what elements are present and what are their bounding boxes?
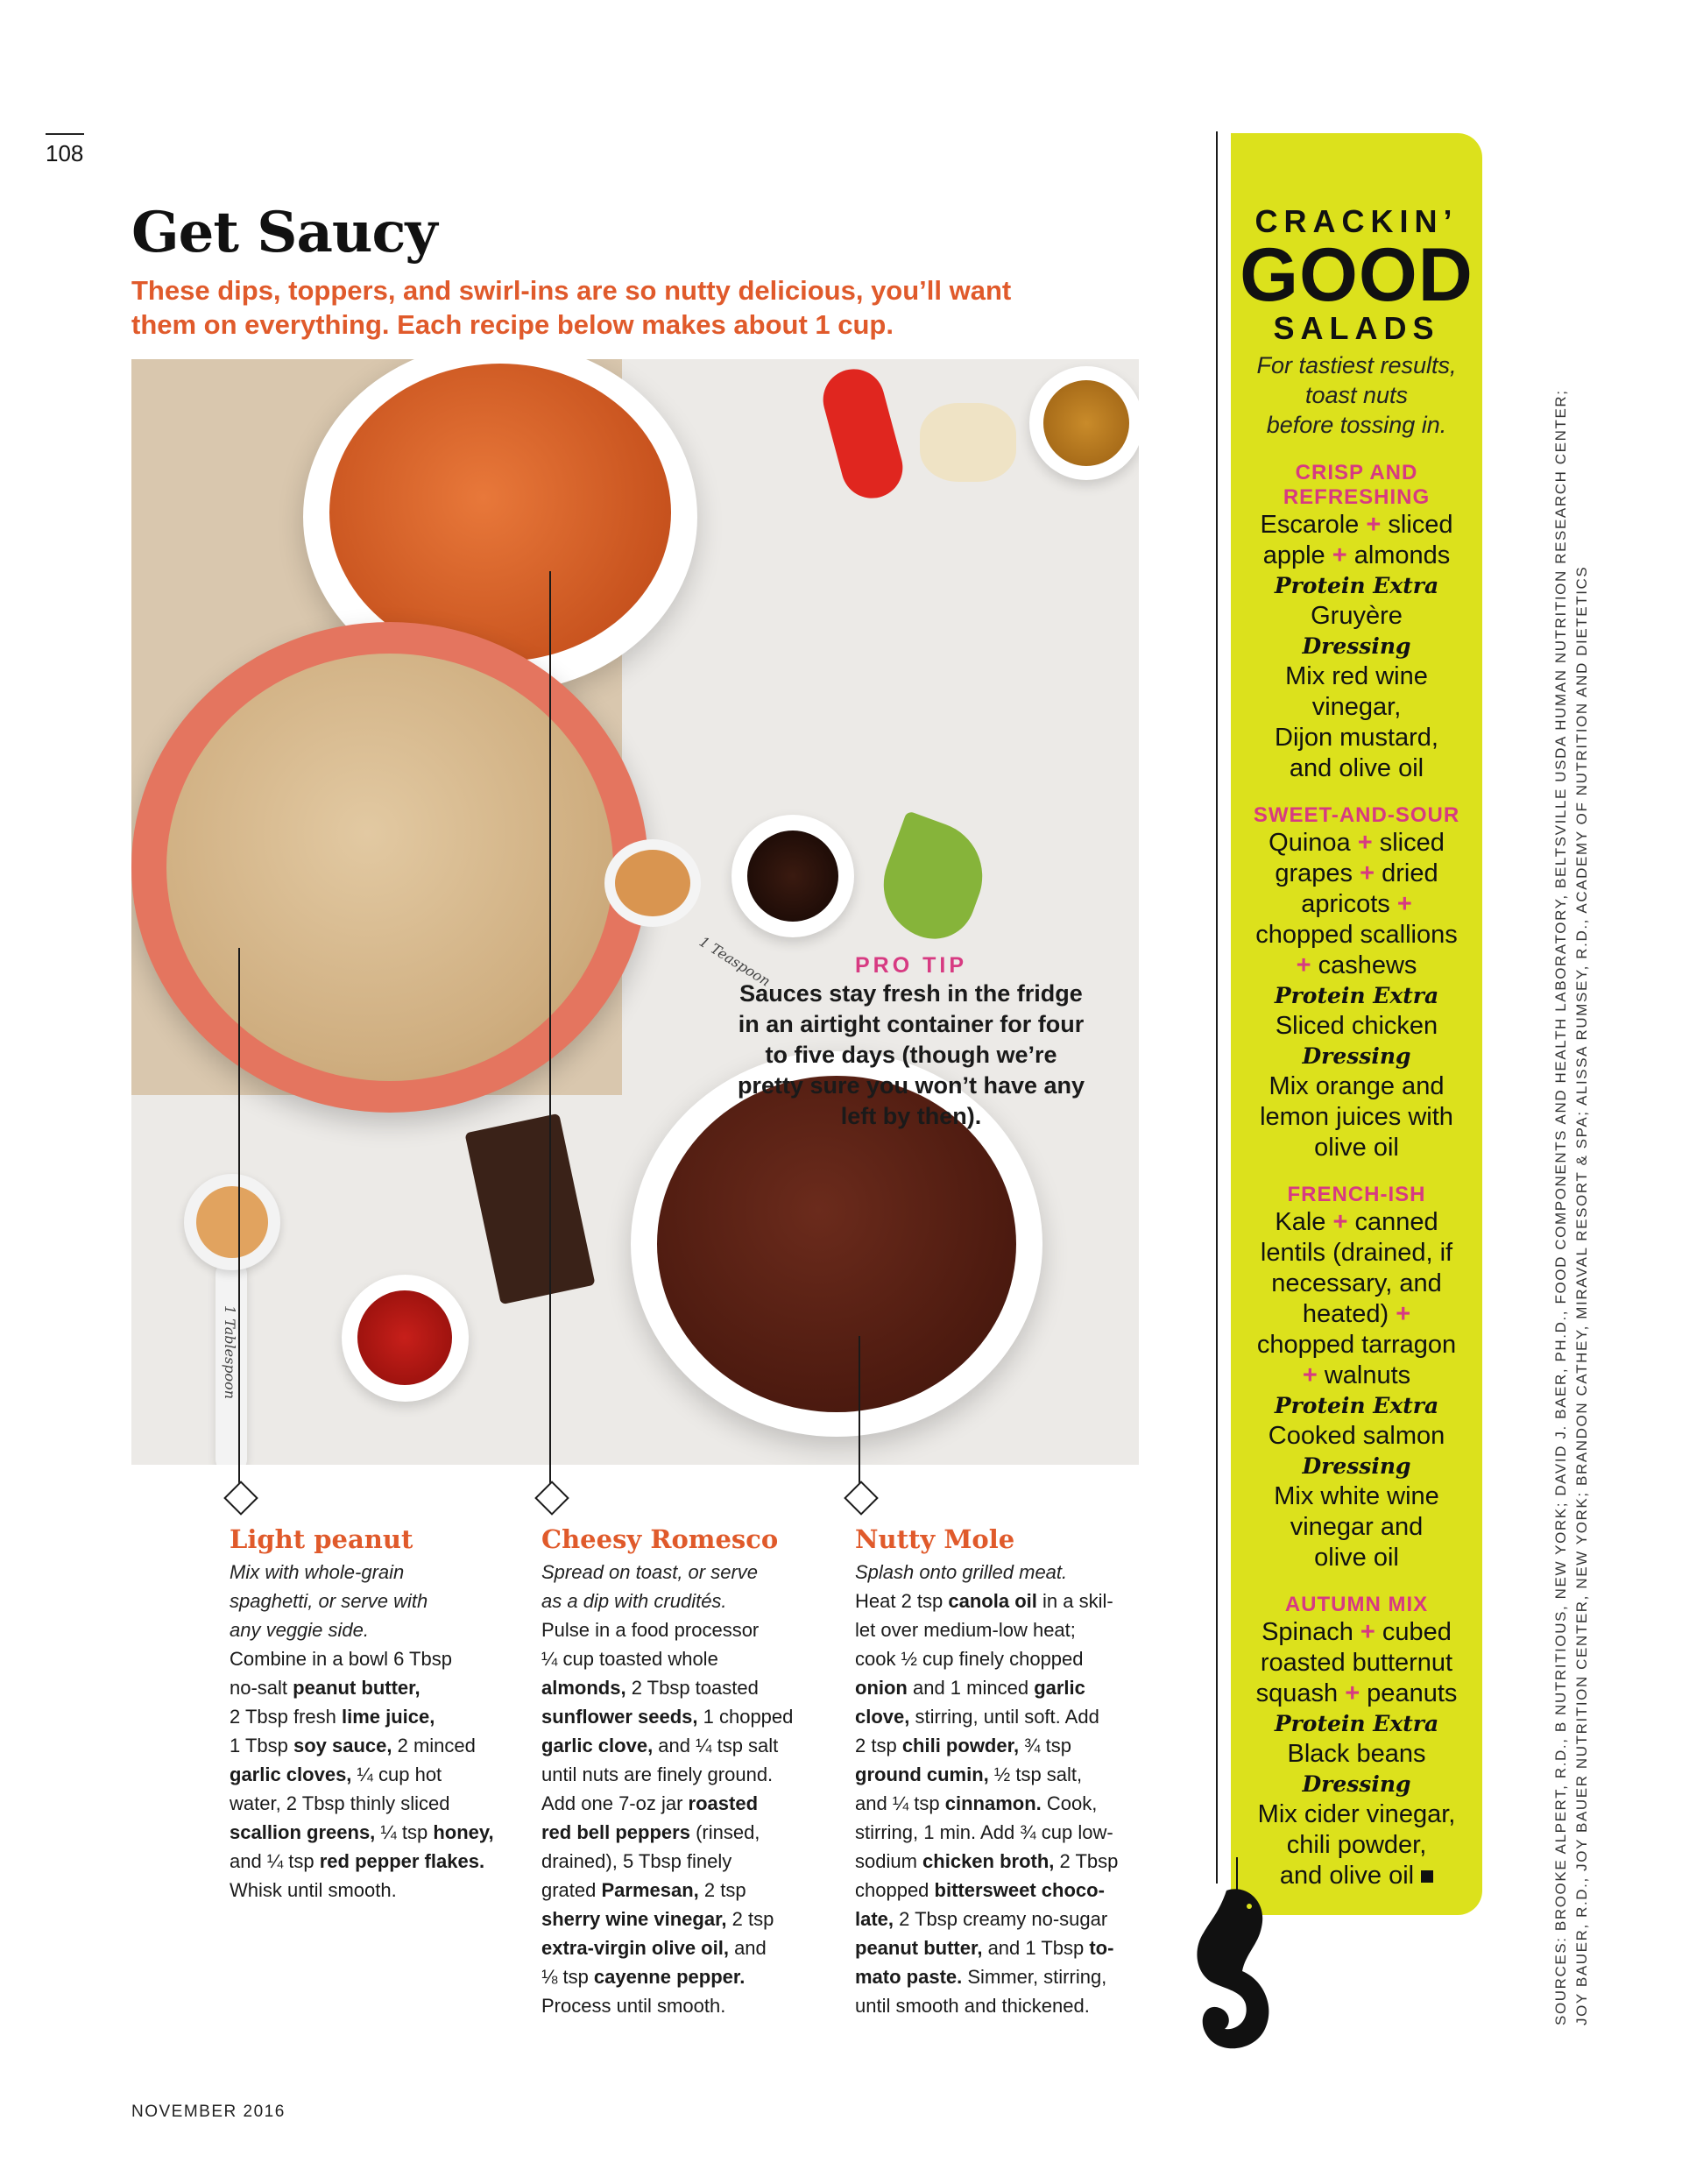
salad-section xyxy=(1231,803,1482,1163)
instruction-line: 1 Tbsp soy sauce, 2 minced xyxy=(230,1735,476,1756)
recipe-description xyxy=(230,1558,527,1644)
instruction-line: let over medium-low heat; xyxy=(855,1619,1076,1641)
plus-icon: + xyxy=(1296,951,1311,979)
subtitle-line: them on everything. Each recipe below makes about 1 cup. xyxy=(131,309,894,340)
recipe-title: Nutty Mole xyxy=(855,1524,1015,1554)
salad-section-heading: REFRESHING xyxy=(1283,485,1431,509)
instruction-line: 2 Tbsp fresh lime juice, xyxy=(230,1706,435,1728)
pro-tip-line: left by then). xyxy=(840,1103,982,1129)
tomato-paste-bowl xyxy=(342,1275,469,1402)
plus-icon: + xyxy=(1360,859,1375,887)
text-line: Splash onto grilled meat. xyxy=(855,1561,1068,1583)
salad-label: Dressing xyxy=(1302,1043,1411,1069)
salad-line: lemon juices with xyxy=(1260,1103,1453,1131)
plus-icon: + xyxy=(1332,1208,1348,1236)
instruction-line: garlic clove, and ¼ tsp salt xyxy=(541,1735,779,1756)
pro-tip-label: PRO TIP xyxy=(854,953,967,978)
teaspoon-label: 1 Teaspoon xyxy=(696,933,774,990)
page-number-rule xyxy=(46,133,84,135)
sources-credit xyxy=(1551,389,1590,2025)
instruction-line: peanut butter, and 1 Tbsp to- xyxy=(855,1937,1114,1959)
salad-label: Protein Extra xyxy=(1274,1711,1439,1736)
salad-section-heading: FRENCH-ISH xyxy=(1287,1183,1426,1206)
salad-line: Gruyère xyxy=(1311,602,1403,630)
recipe-instructions xyxy=(230,1644,527,1905)
pro-tip-line: in an airtight container for four xyxy=(738,1011,1085,1037)
instruction-line: ground cumin, ½ tsp salt, xyxy=(855,1763,1083,1785)
instruction-line: garlic cloves, ¼ cup hot xyxy=(230,1763,442,1785)
salad-line: olive oil xyxy=(1314,1544,1399,1572)
teaspoon xyxy=(604,839,701,927)
salad-line: apricots + xyxy=(1301,890,1412,918)
sauces-photo xyxy=(131,359,1139,1465)
recipe-title: Light peanut xyxy=(230,1524,413,1554)
sidebar-sections xyxy=(1231,461,1482,1891)
leader-line-peanut xyxy=(238,948,240,1484)
plus-icon: + xyxy=(1302,1361,1318,1389)
recipe-light-peanut xyxy=(230,1524,527,1905)
issue-date: NOVEMBER 2016 xyxy=(131,2103,286,2121)
instruction-line: water, 2 Tbsp thinly sliced xyxy=(230,1792,450,1814)
salad-line: Sliced chicken xyxy=(1275,1012,1438,1040)
instruction-line: late, 2 Tbsp creamy no-sugar xyxy=(855,1908,1108,1930)
instruction-line: clove, stirring, until soft. Add xyxy=(855,1706,1099,1728)
salad-line: Cooked salmon xyxy=(1268,1422,1445,1450)
salad-line: Mix red wine xyxy=(1285,662,1428,690)
page-title: Get Saucy xyxy=(131,200,437,265)
instruction-line: drained), 5 Tbsp finely xyxy=(541,1850,732,1872)
plus-icon: + xyxy=(1396,890,1412,918)
text-line: any veggie side. xyxy=(230,1619,369,1641)
salad-label: Dressing xyxy=(1302,633,1411,659)
sources-line: JOY BAUER, R.D., JOY BAUER NUTRITION CENTER, NEW YORK; BRANDON CATHEY, MIRAVAL RESORT & SPA; ALISSA RUMSEY, R.D., ACADEMY OF NUTRITION AND DIETETICS xyxy=(1573,565,1590,2025)
soy-sauce-bowl xyxy=(731,815,854,937)
plus-icon: + xyxy=(1345,1679,1360,1707)
salad-section-heading: AUTUMN MIX xyxy=(1284,1593,1429,1616)
salad-line: chili powder, xyxy=(1286,1831,1427,1859)
salad-line: + cashews xyxy=(1296,951,1417,979)
pro-tip-line: to five days (though we’re xyxy=(765,1042,1057,1068)
instruction-line: Pulse in a food processor xyxy=(541,1619,760,1641)
instruction-line: extra-virgin olive oil, and xyxy=(541,1937,767,1959)
recipe-nutty-mole xyxy=(855,1524,1170,2020)
lime-wedge xyxy=(868,810,998,951)
plus-icon: + xyxy=(1332,541,1347,569)
salad-line: grapes + dried xyxy=(1275,859,1438,887)
salad-line: squash + peanuts xyxy=(1255,1679,1458,1707)
sources-line: SOURCES: BROOKE ALPERT, R.D., B NUTRITIOUS, NEW YORK; DAVID J. BAER, PH.D., FOOD COMPONENTS AND HEALTH LABORATORY, BELTSVILLE USDA HUMAN NUTRITION RESEARCH CENTER; xyxy=(1552,389,1569,2025)
plus-icon: + xyxy=(1357,829,1373,857)
pro-tip xyxy=(701,953,1121,1132)
instruction-line: Heat 2 tsp canola oil in a skil- xyxy=(855,1590,1113,1612)
salad-line: heated) + xyxy=(1302,1300,1411,1328)
sidebar-intro xyxy=(1231,350,1482,440)
salad-label: Protein Extra xyxy=(1274,1393,1439,1418)
subtitle-line: These dips, toppers, and swirl-ins are so nutty delicious, you’ll want xyxy=(131,275,1012,306)
plus-icon: + xyxy=(1366,511,1382,539)
salad-line: + walnuts xyxy=(1302,1361,1411,1389)
instruction-line: no-salt peanut butter, xyxy=(230,1677,420,1699)
grated-cheese xyxy=(920,403,1016,482)
sidebar-rule xyxy=(1216,131,1218,1884)
instruction-line: Process until smooth. xyxy=(541,1995,726,2017)
recipe-description xyxy=(855,1558,1170,1587)
olive-oil-bowl xyxy=(1029,366,1139,480)
leader-diamond-peanut xyxy=(223,1481,258,1516)
salad-line: Quinoa + sliced xyxy=(1269,829,1445,857)
instruction-line: until smooth and thickened. xyxy=(855,1995,1090,2017)
leader-diamond-mole xyxy=(844,1481,879,1516)
salad-label: Dressing xyxy=(1302,1771,1411,1797)
text-line: before tossing in. xyxy=(1266,412,1447,438)
instruction-line: sunflower seeds, 1 chopped xyxy=(541,1706,794,1728)
plus-icon: + xyxy=(1360,1618,1375,1646)
recipe-title: Cheesy Romesco xyxy=(541,1524,779,1554)
salad-line: vinegar, xyxy=(1311,693,1402,721)
instruction-line: red bell peppers (rinsed, xyxy=(541,1821,760,1843)
recipe-instructions xyxy=(541,1615,839,2020)
salad-line: Mix cider vinegar, xyxy=(1257,1800,1456,1828)
salad-label: Protein Extra xyxy=(1274,983,1439,1008)
salad-line: lentils (drained, if xyxy=(1260,1239,1453,1267)
salad-section xyxy=(1231,461,1482,784)
salad-line: necessary, and xyxy=(1271,1269,1442,1297)
instruction-line: mato paste. Simmer, stirring, xyxy=(855,1966,1107,1988)
instruction-line: Combine in a bowl 6 Tbsp xyxy=(230,1648,452,1670)
end-mark-icon xyxy=(1421,1870,1433,1883)
chocolate-pieces xyxy=(464,1113,595,1304)
instruction-line: Whisk until smooth. xyxy=(230,1879,397,1901)
red-pepper xyxy=(816,362,909,505)
sidebar-subhead: SALADS xyxy=(1273,310,1440,346)
salad-line: Mix white wine xyxy=(1274,1482,1439,1510)
recipe-description xyxy=(541,1558,839,1615)
salad-section-heading: SWEET-AND-SOUR xyxy=(1253,803,1460,827)
instruction-line: ⅛ tsp cayenne pepper. xyxy=(541,1966,746,1988)
salad-line: Dijon mustard, xyxy=(1275,724,1438,752)
text-line: Mix with whole-grain xyxy=(230,1561,405,1583)
salad-line: olive oil xyxy=(1314,1134,1399,1162)
plus-icon: + xyxy=(1396,1300,1411,1328)
recipe-instructions xyxy=(855,1587,1170,2020)
instruction-line: scallion greens, ¼ tsp honey, xyxy=(230,1821,494,1843)
salad-line: vinegar and xyxy=(1290,1513,1424,1541)
salad-line: apple + almonds xyxy=(1262,541,1451,569)
pro-tip-line: Sauces stay fresh in the fridge xyxy=(739,980,1083,1007)
tablespoon-label: 1 Tablespoon xyxy=(222,1305,238,1400)
pro-tip-line: pretty sure you won’t have any xyxy=(737,1072,1085,1099)
salad-line: roasted butternut xyxy=(1260,1649,1453,1677)
instruction-line: sherry wine vinegar, 2 tsp xyxy=(541,1908,774,1930)
salad-line: and olive oil xyxy=(1231,1861,1482,1891)
sidebar-kicker: CRACKIN’ xyxy=(1254,203,1459,239)
text-line: spaghetti, or serve with xyxy=(230,1590,428,1612)
peanut-sauce-bowl xyxy=(131,622,648,1113)
salad-line: chopped tarragon xyxy=(1256,1331,1457,1359)
instruction-line: stirring, 1 min. Add ¾ cup low- xyxy=(855,1821,1113,1843)
instruction-line: chopped bittersweet choco- xyxy=(855,1879,1105,1901)
squirrel-icon xyxy=(1184,1857,1281,2059)
instruction-line: grated Parmesan, 2 tsp xyxy=(541,1879,746,1901)
text-line: toast nuts xyxy=(1304,382,1409,408)
instruction-line: Add one 7-oz jar roasted xyxy=(541,1792,759,1814)
instruction-line: ¼ cup toasted whole xyxy=(541,1648,718,1670)
salad-line: Black beans xyxy=(1287,1740,1426,1768)
instruction-line: and ¼ tsp cinnamon. Cook, xyxy=(855,1792,1098,1814)
instruction-line: almonds, 2 Tbsp toasted xyxy=(541,1677,759,1699)
salad-section-heading: CRISP AND xyxy=(1295,461,1418,484)
page-number: 108 xyxy=(46,140,84,166)
instruction-line: and ¼ tsp red pepper flakes. xyxy=(230,1850,485,1872)
salads-sidebar xyxy=(1231,133,1482,1915)
leader-line-mole xyxy=(859,1336,860,1484)
instruction-line: 2 tsp chili powder, ¾ tsp xyxy=(855,1735,1071,1756)
tablespoon xyxy=(184,1174,280,1270)
instruction-line: until nuts are finely ground. xyxy=(541,1763,774,1785)
salad-section xyxy=(1231,1593,1482,1891)
recipe-cheesy-romesco xyxy=(541,1524,839,2020)
sidebar-headline: GOOD xyxy=(1240,233,1474,317)
instruction-line: onion and 1 minced garlic xyxy=(855,1677,1085,1699)
salad-line: Spinach + cubed xyxy=(1262,1618,1452,1646)
pro-tip-text xyxy=(701,979,1121,1132)
text-line: Spread on toast, or serve xyxy=(541,1561,759,1583)
salad-line: and olive oil xyxy=(1289,754,1424,782)
instruction-line: cook ½ cup finely chopped xyxy=(855,1648,1084,1670)
salad-line: Escarole + sliced xyxy=(1260,511,1453,539)
salad-line: chopped scallions xyxy=(1255,921,1458,949)
text-line: as a dip with crudités. xyxy=(541,1590,727,1612)
page-subtitle xyxy=(131,273,1060,342)
leader-diamond-romesco xyxy=(534,1481,569,1516)
salad-label: Dressing xyxy=(1302,1453,1411,1479)
salad-section xyxy=(1231,1183,1482,1573)
salad-line: Mix orange and xyxy=(1269,1072,1445,1100)
salad-line: Kale + canned xyxy=(1275,1208,1438,1236)
leader-line-romesco xyxy=(549,571,551,1484)
text-line: For tastiest results, xyxy=(1256,352,1457,378)
instruction-line: sodium chicken broth, 2 Tbsp xyxy=(855,1850,1119,1872)
salad-label: Protein Extra xyxy=(1274,573,1439,598)
